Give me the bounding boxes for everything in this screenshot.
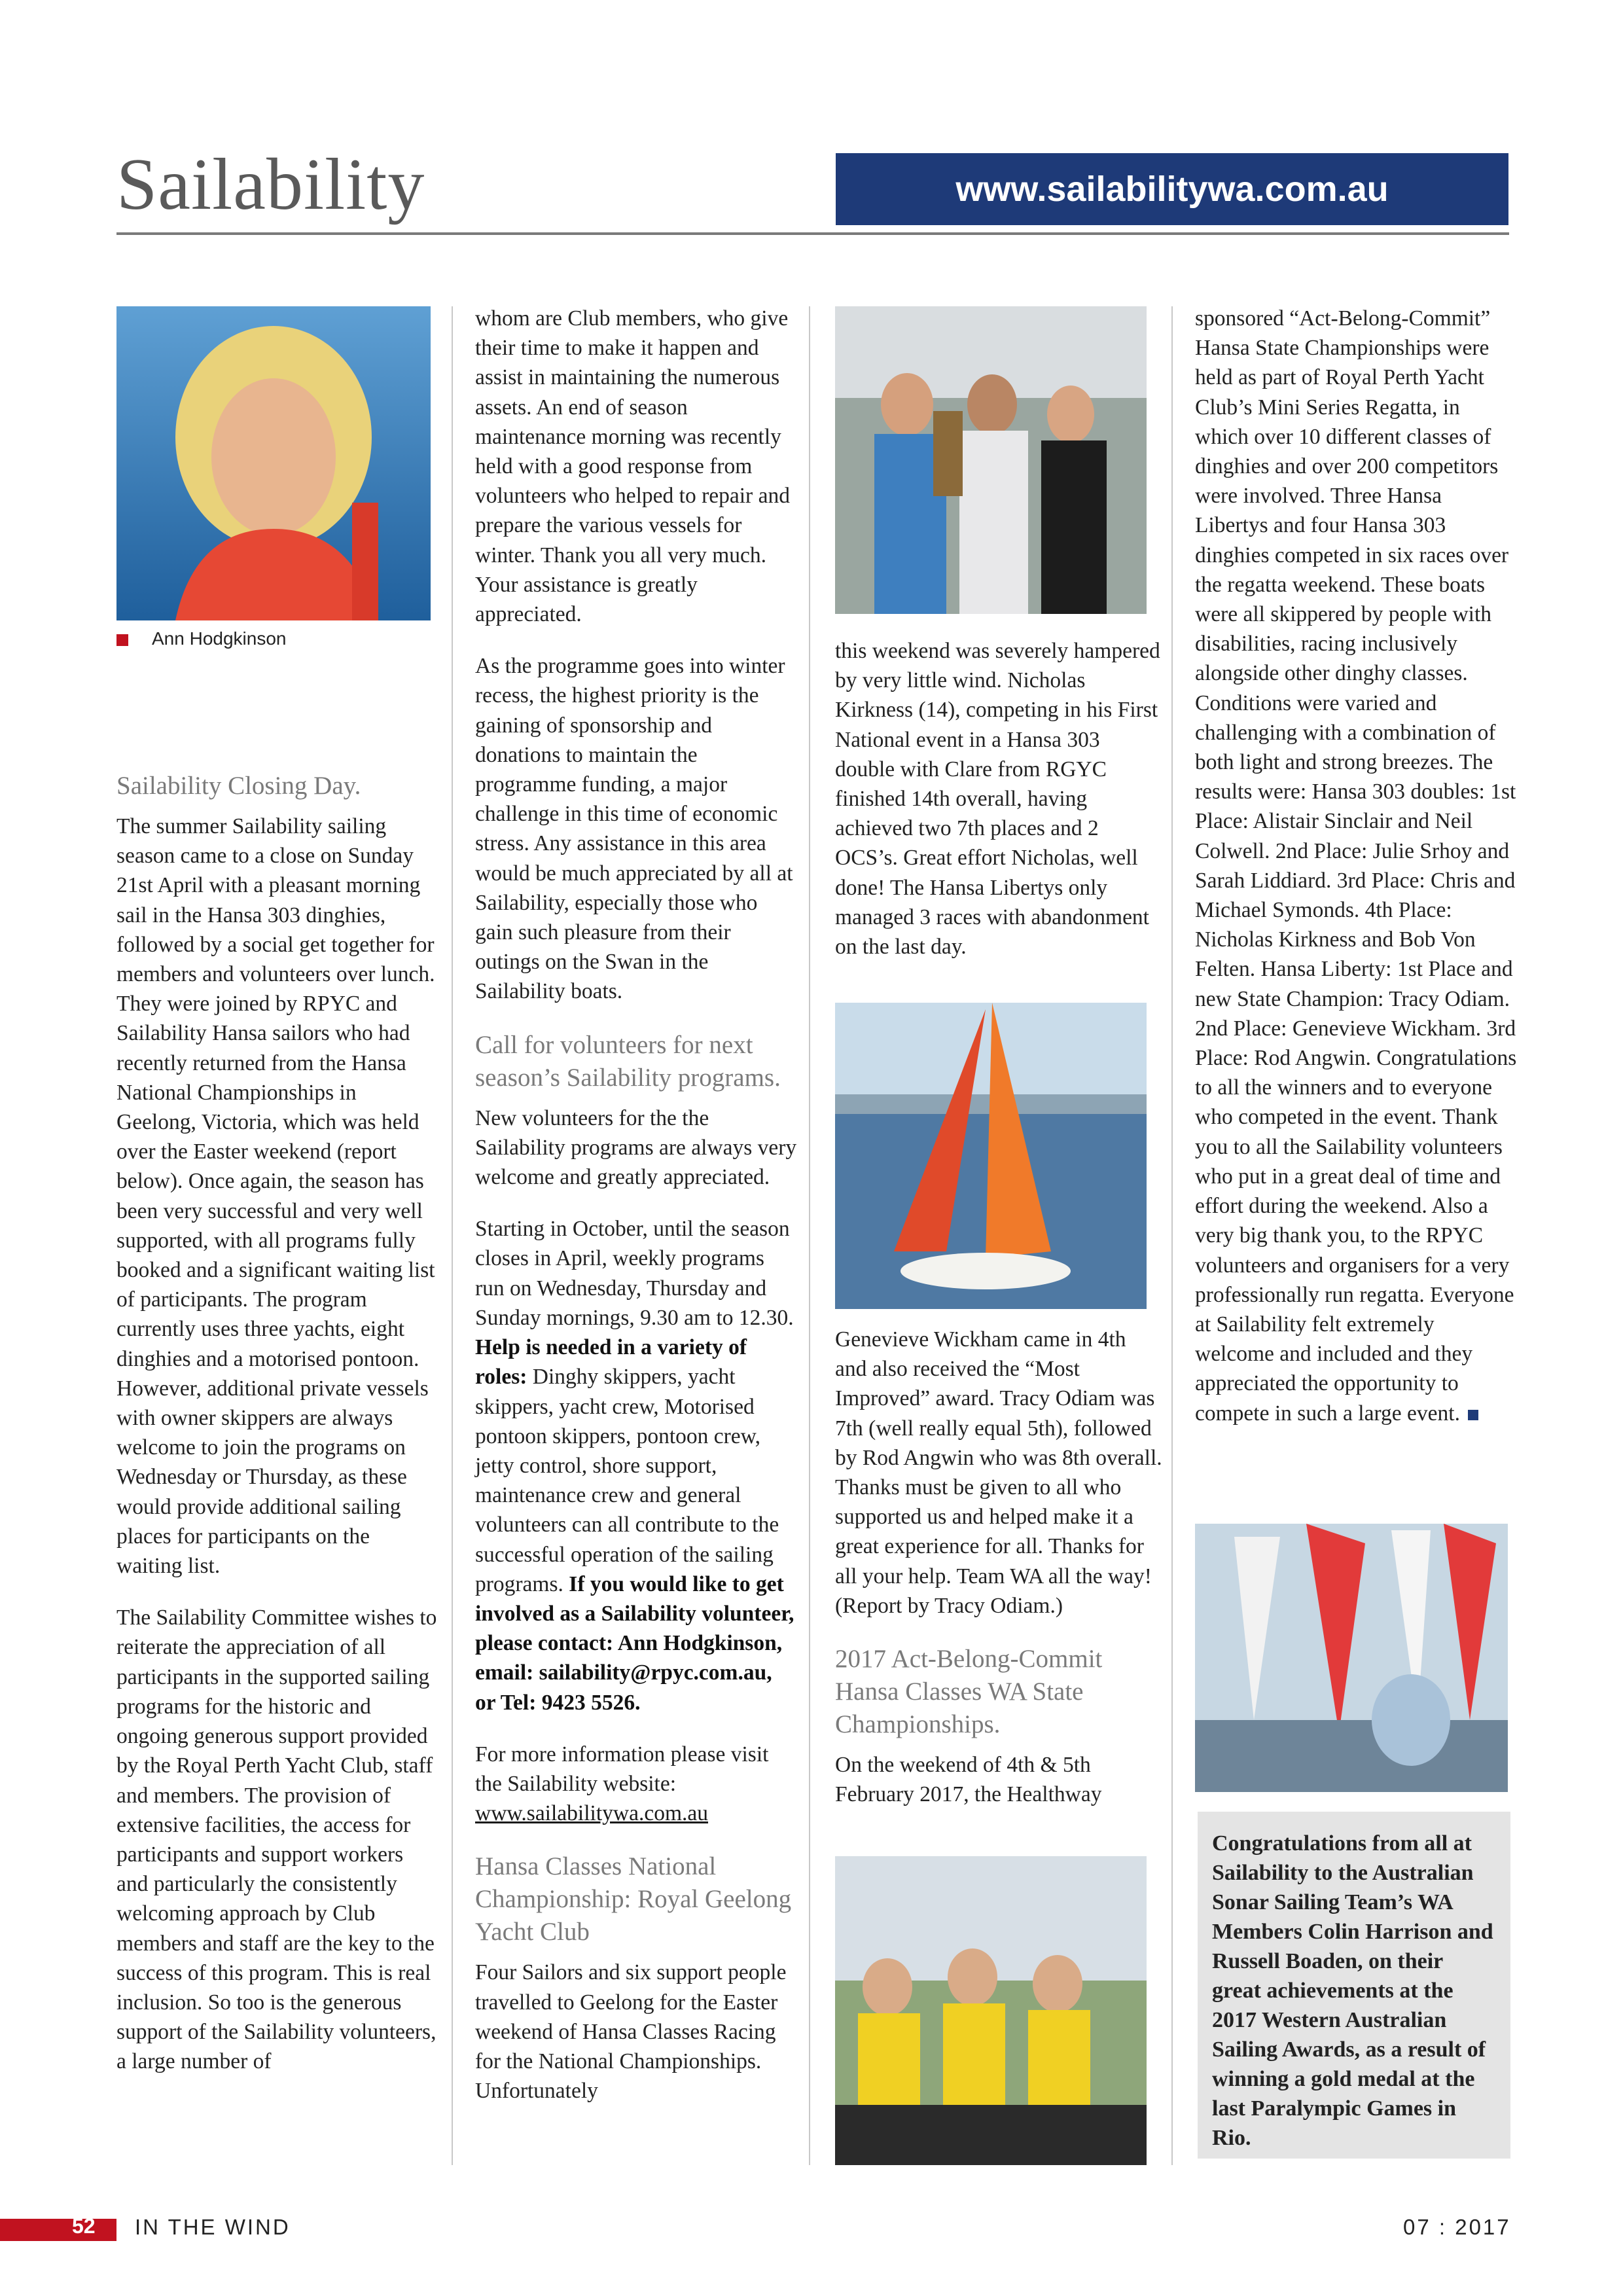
paragraph: The Sailability Committee wishes to reiterate the appreciation of all participants in the supported sailing programs for the historic and ongoing generous support provided by the Royal Perth Yacht Club, staff and members. The provision of extensive facilities, the access for participants and support workers and particularly the consistently welcoming approach by Club members and staff are the key to the success of this program. This is real inclusion. So too is the generous support of the Sailability volunteers, a large number of	[116, 1605, 437, 2074]
paragraph: As the programme goes into winter recess, the highest priority is the gaining of sponsorship and donations to maintain the programme funding, a major challenge in this time of economic stress. Any assistance in this area would be much appreciated by all at Sailability, especially those who gain such pleasure from their outings on the Swan in the Sailability boats.	[475, 654, 793, 1004]
section-heading: Sailability Closing Day.	[116, 772, 361, 800]
section-heading: Call for volunteers for next season’s Sailability programs.	[475, 1030, 781, 1092]
congratulations-callout: Congratulations from all at Sailability to the Australian Sonar Sailing Team’s WA Members Colin Harrison and Russell Boaden, on their great achievements at the 2017 Western Australian Sailing Awards, as a result of winning a gold medal at the last Paralympic Games in Rio.	[1198, 1812, 1510, 2159]
end-mark-icon	[1468, 1410, 1478, 1420]
team-photo	[835, 1856, 1147, 2165]
paragraph: The summer Sailability sailing season came to a close on Sunday 21st April with a pleasant morning sail in the Hansa 303 dinghies, followed by a social get together for members and volunteers over lunch. They were joined by RPYC and Sailability Hansa sailors who had recently returned from the Hansa National Championships in Geelong, Victoria, which was held over the Easter weekend (report below). Once again, the season has been very successful and very well supported, with all programs fully booked and a significant waiting list of participants. The program currently uses three yachts, eight dinghies and a motorised pontoon. However, additional private vessels with owner skippers are always welcome to join the programs on Wednesday or Thursday, as these would provide additional sailing places for participants on the waiting list.	[116, 814, 435, 1579]
column-4	[1195, 304, 1518, 1450]
column-3-lower	[835, 1325, 1162, 1831]
paragraph: Genevieve Wickham came in 4th and also received the “Most Improved” award. Tracy Odiam was 7th (well really equal 5th), followed by Rod Angwin who was 8th overall. Thanks must be given to all who supported us and helped make it a great experience for all. Thanks for all your help. Team WA all the way! (Report by Tracy Odiam.)	[835, 1327, 1162, 1618]
issue-date: 07 : 2017	[1403, 2215, 1511, 2239]
paragraph: this weekend was severely hampered by very little wind. Nicholas Kirkness (14), competing in his First National event in a Hansa 303 double with Clare from RGYC finished 14th overall, having achieved two 7th places and 2 OCS’s. Great effort Nicholas, well done! The Hansa Libertys only managed 3 races with abandonment on the last day.	[835, 639, 1160, 960]
trophy-photo	[835, 306, 1147, 614]
paragraph: Four Sailors and six support people travelled to Geelong for the Easter weekend of Hansa Classes Racing for the National Championships. Unfortunately	[475, 1960, 787, 2104]
column-divider	[1171, 306, 1173, 2165]
column-1	[116, 770, 438, 2099]
column-divider	[452, 306, 453, 2165]
paragraph: whom are Club members, who give their time to make it happen and assist in maintaining the numerous assets. An end of season maintenance morning was recently held with a good response from volunteers who helped to repair and prepare the various vessels for winter. Thank you all very much. Your assistance is greatly appreciated.	[475, 306, 790, 627]
website-link[interactable]: www.sailabilitywa.com.au	[475, 1801, 709, 1826]
portrait-photo	[116, 306, 431, 620]
regatta-photo	[1195, 1524, 1508, 1792]
red-square-icon	[116, 634, 128, 646]
paragraph: On the weekend of 4th & 5th February 2017, the Healthway	[835, 1753, 1102, 1807]
magazine-title: IN THE WIND	[135, 2215, 291, 2239]
paragraph: Starting in October, until the season closes in April, weekly programs run on Wednesday, Thursday and Sunday mornings, 9.30 am to 12.30. Help is needed in a variety of roles: Dinghy skippers, yacht skippers, yacht crew, Motorised pontoon skippers, pontoon crew, jetty control, shore support, maintenance crew and general volunteers can all contribute to the successful operation of the sailing programs. If you would like to get involved as a Sailability volunteer, please contact: Ann Hodgkinson, email: sailability@rpyc.com.au, or Tel: 9423 5526.	[475, 1217, 794, 1715]
photo-caption: Ann Hodgkinson	[116, 628, 286, 649]
page-title: Sailability	[116, 144, 425, 225]
website-banner[interactable]: www.sailabilitywa.com.au	[836, 153, 1508, 225]
paragraph: For more information please visit the Sailability website: www.sailabilitywa.com.au	[475, 1742, 769, 1826]
column-2	[475, 304, 797, 2128]
section-heading: 2017 Act-Belong-Commit Hansa Classes WA State Championships.	[835, 1645, 1103, 1739]
paragraph: New volunteers for the the Sailability programs are always very welcome and greatly appreciated.	[475, 1105, 797, 1190]
section-heading: Hansa Classes National Championship: Royal Geelong Yacht Club	[475, 1852, 792, 1946]
page-number-bar	[0, 2219, 116, 2241]
sailing-dinghy-photo	[835, 1003, 1147, 1309]
paragraph: sponsored “Act-Belong-Commit” Hansa State Championships were held as part of Royal Perth Yacht Club’s Mini Series Regatta, in which over 10 different classes of dinghies and over 200 competitors were involved. Three Hansa Libertys and four Hansa 303 dinghies competed in six races over the regatta weekend. These boats were all skippered by people with disabilities, racing inclusively alongside other dinghy classes. Conditions were varied and challenging with a combination of both light and strong breezes. The results were: Hansa 303 doubles: 1st Place: Alistair Sinclair and Neil Colwell. 2nd Place: Julie Srhoy and Sarah Liddiard. 3rd Place: Chris and Michael Symonds. 4th Place: Nicholas Kirkness and Bob Von Felten. Hansa Liberty: 1st Place and new State Champion: Tracy Odiam. 2nd Place: Genevieve Wickham. 3rd Place: Rod Angwin. Congratulations to all the winners and to everyone who competed in the event. Thank you to all the Sailability volunteers who put in a great deal of time and effort during the weekend. Also a very big thank you, to the RPYC volunteers and organisers for a very professionally run regatta. Everyone at Sailability felt extremely welcome and included and they appreciated the opportunity to compete in such a large event.	[1195, 306, 1517, 1426]
header-rule	[116, 232, 1509, 235]
column-3-upper	[835, 636, 1162, 984]
column-divider	[809, 306, 810, 2165]
page-number: 52	[72, 2214, 96, 2238]
